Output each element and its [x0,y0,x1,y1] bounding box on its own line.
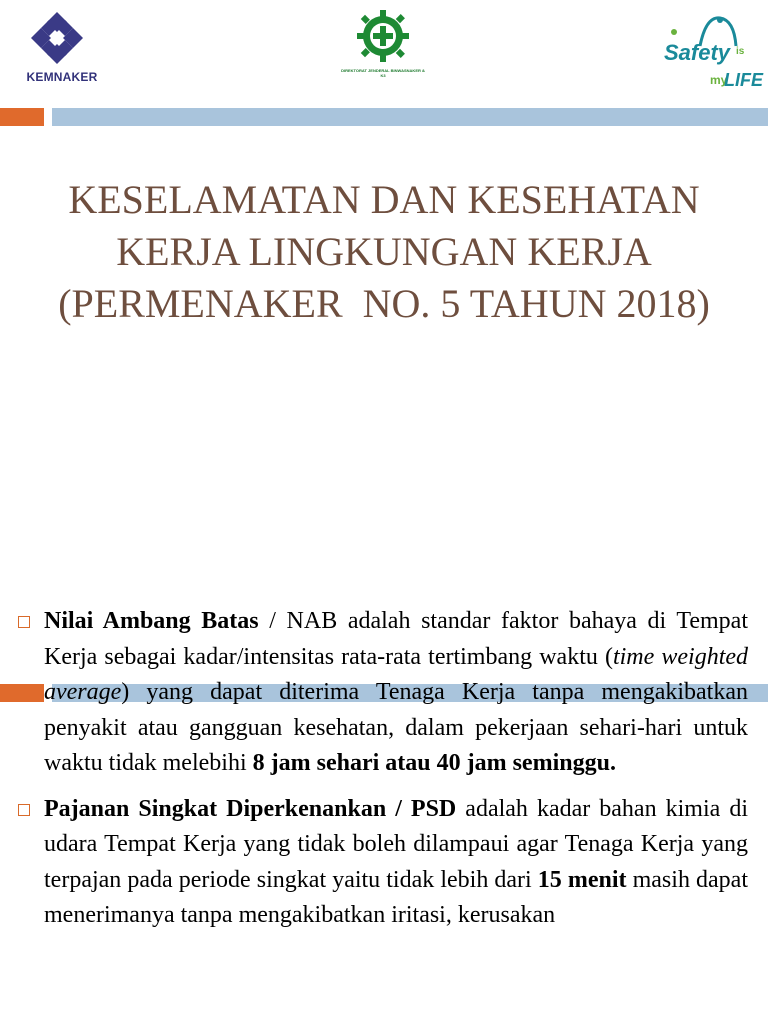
nab-text-2: ) yang dapat diterima Tenaga Kerja tanpa mengakibatkan penyakit atau gangguan kesehatan, dalam pekerjaan sehari-hari untuk waktu tidak melebihi [44,679,748,776]
title-line-3: (PERMENAKER NO. 5 TAHUN 2018) [58,281,710,326]
divider-orange-block [0,108,44,126]
kemnaker-logo [14,10,100,86]
slide-content [0,604,768,1024]
slide-header [0,0,768,100]
nab-italic: time weighted average [44,643,749,705]
definition-psd [44,792,748,934]
psd-text-2: masih dapat menerimanya tanpa mengakibatkan iritasi, kerusakan [44,866,748,928]
life-word: LIFE [724,70,763,90]
definition-nab [44,604,748,782]
is-word: is [736,46,745,57]
header-divider-band [0,108,768,126]
nab-term: Nilai Ambang Batas [44,608,259,634]
safety-word: Safety [664,40,731,65]
nab-text-1: / NAB adalah standar faktor bahaya di Tempat Kerja sebagai kadar/intensitas rata-rata tertimbang waktu ( [44,608,749,670]
k3-caption: DIREKTORAT JENDERAL BINWASNAKER & K3 [341,68,425,78]
title-line-1: KESELAMATAN DAN KESEHATAN [68,177,700,222]
safety-is-my-life-logo [660,12,763,92]
kemnaker-emblem-icon [27,10,87,66]
psd-duration: 15 menit [537,866,627,893]
k3-logo [340,8,426,88]
square-bullet-icon [18,616,30,628]
nab-limit: 8 jam sehari atau 40 jam seminggu. [252,750,616,776]
psd-text-1: adalah kadar bahan kimia di udara Tempat Kerja yang tidak boleh dilampaui agar Tenaga Kerja yang terpajan pada periode singkat yaitu tidak lebih dari [44,795,748,893]
my-word: my [710,73,728,87]
square-bullet-icon [18,804,30,816]
kemnaker-label: KEMNAKER [26,70,98,84]
title-line-2: KERJA LINGKUNGAN KERJA [116,229,652,274]
k3-gear-cross-icon [353,8,413,64]
divider-blue-bar [52,108,768,126]
slide-title [20,174,748,330]
safety-logo-icon [660,12,763,92]
psd-term: Pajanan Singkat Diperkenankan / PSD [44,795,457,822]
